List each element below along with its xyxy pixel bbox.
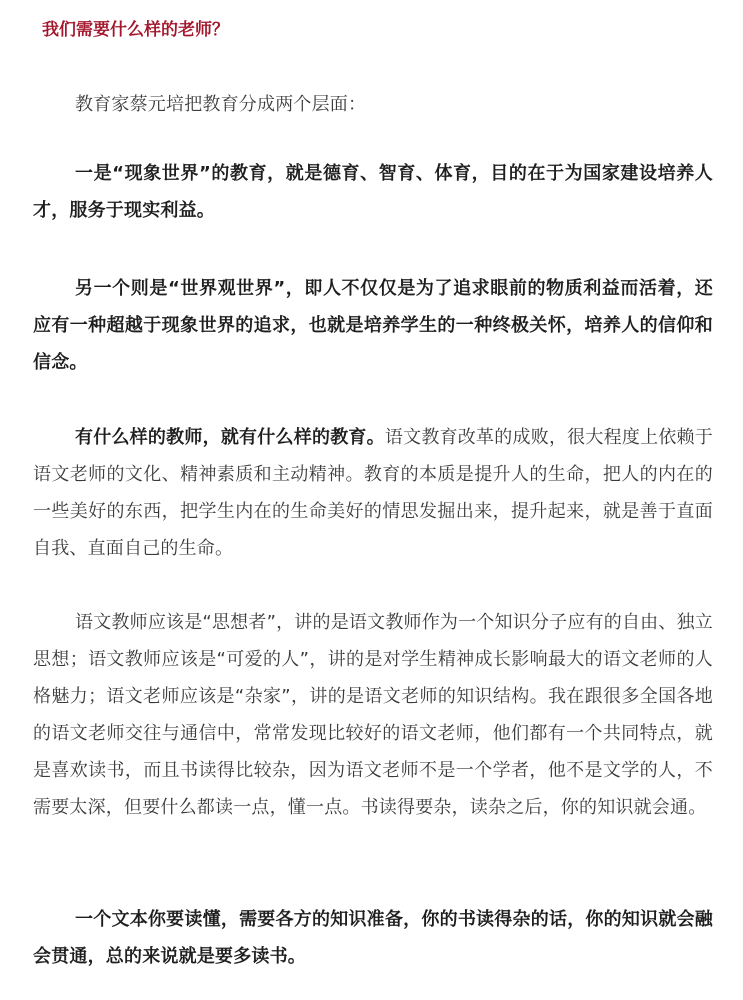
paragraph-chinese-teacher: 语文教师应该是“思想者”，讲的是语文教师作为一个知识分子应有的自由、独立思想；语文教师应该是“可爱的人”，讲的是对学生精神成长影响最大的语文老师的人格魅力；语文老师应该是“杂家”，讲的是语文老师的知识结构。我在跟很多全国各地的语文老师交往与通信中，常常发现比较好的语文老师，他们都有一个共同特点，就是喜欢读书，而且书读得比较杂，因为语文老师不是一个学者，他不是文学的人，不需要太深，但要什么都读一点，懂一点。书读得要杂，读杂之后，你的知识就会通。 [33, 612, 713, 818]
paragraph-teacher-quality-rest: 语文教育改革的成败，很大程度上依赖于语文老师的文化、精神素质和主动精神。教育的本质是提升人的生命，把人的内在的一些美好的东西，把学生内在的生命美好的情思发掘出来，提升起来，就是善于直面自我、直面自己的生命。 [33, 427, 713, 559]
paragraph-worldview-world: 另一个则是“世界观世界”，即人不仅仅是为了追求眼前的物质利益而活着，还应有一种超越于现象世界的追求，也就是培养学生的一种终极关怀，培养人的信仰和信念。 [33, 278, 713, 373]
paragraph-intro: 教育家蔡元培把教育分成两个层面： [75, 94, 367, 115]
paragraph-teacher-quality-lead: 有什么样的教师，就有什么样的教育。 [75, 427, 385, 448]
paragraph-teacher-quality [33, 419, 713, 567]
paragraph-read-more: 一个文本你要读懂，需要各方的知识准备，你的书读得杂的话，你的知识就会融会贯通，总的来说就是要多读书。 [33, 909, 713, 967]
article-heading: 我们需要什么样的老师？ [42, 20, 229, 40]
paragraph-phenomenal-world: 一是“现象世界”的教育，就是德育、智育、体育，目的在于为国家建设培养人才，服务于现实利益。 [33, 163, 713, 221]
